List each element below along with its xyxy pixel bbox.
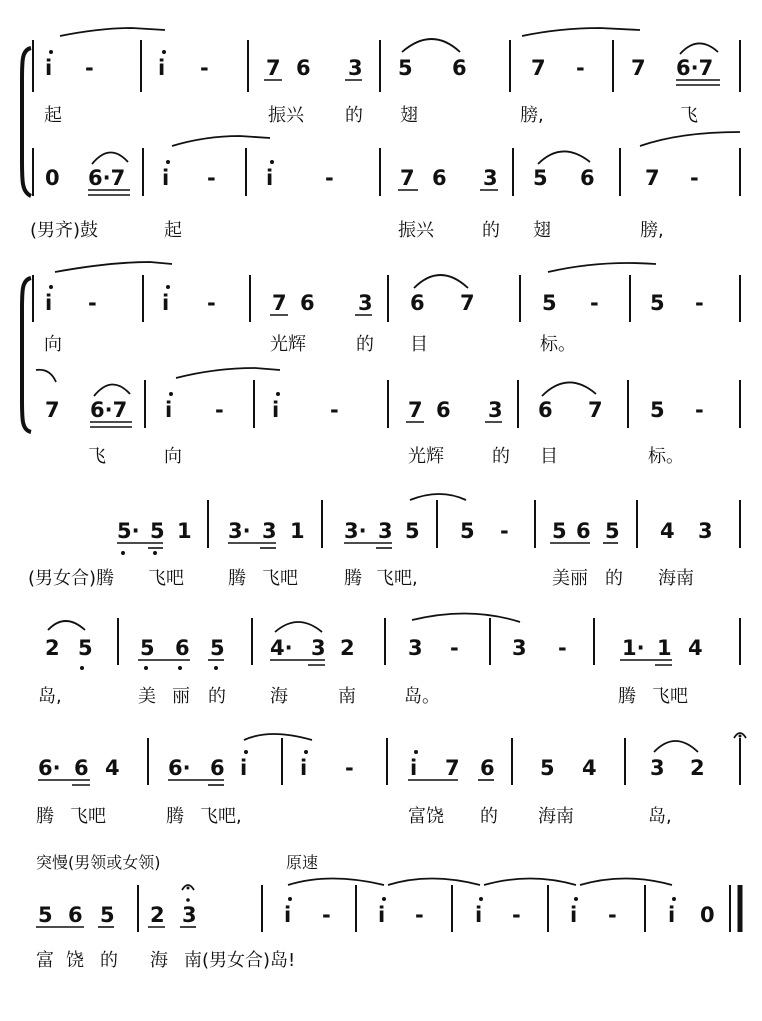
svg-text:3: 3 [512,636,527,660]
svg-text:美: 美 [138,686,156,707]
svg-text:-: - [558,636,567,660]
svg-text:i: i [162,291,170,315]
svg-text:7: 7 [531,56,546,80]
svg-text:6: 6 [410,291,425,315]
svg-text:5: 5 [533,166,548,190]
svg-text:-: - [590,291,599,315]
row-3-lyrics [44,334,576,355]
svg-text:7: 7 [645,166,660,190]
svg-text:-: - [450,636,459,660]
svg-text:1: 1 [290,519,305,543]
row-4 [36,368,740,428]
svg-text:5: 5 [405,519,420,543]
svg-text:i: i [475,903,483,927]
svg-text:2: 2 [45,636,60,660]
svg-text:丽: 丽 [172,686,190,707]
svg-text:-: - [207,291,216,315]
svg-text:膀,: 膀, [520,105,544,126]
svg-text:饶: 饶 [66,950,84,971]
svg-text:5: 5 [398,56,413,80]
svg-text:i: i [570,903,578,927]
svg-text:6·: 6· [168,756,191,780]
svg-text:海南: 海南 [538,806,574,827]
svg-text:6·7: 6·7 [88,166,126,190]
svg-text:标。: 标。 [540,334,576,355]
svg-text:2: 2 [690,756,705,780]
svg-text:5: 5 [100,903,115,927]
svg-text:3·: 3· [228,519,251,543]
svg-text:的: 的 [345,105,363,126]
row-4-lyrics [88,446,684,467]
svg-text:光辉: 光辉 [408,446,444,467]
system-brace-2 [22,278,31,432]
row-8 [36,879,740,933]
svg-text:振兴: 振兴 [398,220,434,241]
svg-text:6: 6 [576,519,591,543]
svg-text:腾: 腾 [344,568,362,589]
svg-text:5: 5 [542,291,557,315]
svg-text:美丽: 美丽 [552,568,588,589]
svg-text:5: 5 [78,636,93,660]
svg-text:向: 向 [164,446,182,467]
svg-text:海南: 海南 [658,568,694,589]
svg-text:-: - [608,903,617,927]
svg-text:-: - [88,291,97,315]
svg-text:5: 5 [540,756,555,780]
row-2-lyrics [30,220,664,241]
svg-text:i: i [240,756,248,780]
svg-text:飞: 飞 [680,105,698,126]
svg-text:4: 4 [688,636,703,660]
svg-text:0: 0 [45,166,60,190]
svg-text:6: 6 [210,756,225,780]
svg-text:6: 6 [436,398,451,422]
svg-text:i: i [162,166,170,190]
svg-text:i: i [668,903,676,927]
svg-text:腾: 腾 [36,806,54,827]
svg-text:5: 5 [210,636,225,660]
svg-text:飞吧: 飞吧 [262,568,298,589]
svg-text:7: 7 [272,291,287,315]
row-6-lyrics [38,685,688,707]
svg-text:i: i [410,756,418,780]
svg-text:海: 海 [150,950,168,971]
svg-text:3: 3 [483,166,498,190]
row-1-lyrics [44,105,698,126]
svg-text:的: 的 [605,568,623,589]
svg-text:飞吧,: 飞吧, [200,806,242,827]
svg-text:1: 1 [177,519,192,543]
svg-text:-: - [576,56,585,80]
svg-text:(男女合)腾: (男女合)腾 [28,568,115,589]
svg-text:i: i [272,398,280,422]
svg-text:6: 6 [175,636,190,660]
svg-text:-: - [695,291,704,315]
system-brace-1 [22,48,31,196]
svg-text:4·: 4· [270,636,293,660]
svg-text:2: 2 [150,903,165,927]
svg-text:岛,: 岛, [38,686,62,707]
svg-text:的: 的 [100,950,118,971]
row-1 [33,28,740,92]
svg-text:7: 7 [588,398,603,422]
svg-text:5·: 5· [117,519,140,543]
svg-text:的: 的 [356,334,374,355]
svg-text:3·: 3· [344,519,367,543]
svg-text:-: - [695,398,704,422]
svg-text:翅: 翅 [533,220,551,241]
svg-text:3: 3 [182,903,197,927]
svg-text:7: 7 [45,398,60,422]
svg-text:-: - [330,398,339,422]
svg-text:膀,: 膀, [640,220,664,241]
svg-text:向: 向 [44,334,62,355]
svg-text:的: 的 [492,446,510,467]
svg-text:5: 5 [650,291,665,315]
svg-text:富: 富 [36,950,54,971]
svg-text:(男齐)鼓: (男齐)鼓 [30,220,99,241]
svg-text:5: 5 [650,398,665,422]
svg-text:3: 3 [488,398,503,422]
svg-text:3: 3 [348,56,363,80]
svg-text:-: - [322,903,331,927]
svg-text:5: 5 [460,519,475,543]
svg-text:i: i [284,903,292,927]
svg-text:-: - [345,756,354,780]
svg-text:5: 5 [605,519,620,543]
svg-text:6: 6 [74,756,89,780]
svg-text:1: 1 [657,636,672,660]
svg-text:6·: 6· [38,756,61,780]
svg-text:起: 起 [44,105,62,126]
svg-text:7: 7 [460,291,475,315]
svg-text:3: 3 [378,519,393,543]
svg-text:飞吧,: 飞吧, [376,568,418,589]
svg-text:飞吧: 飞吧 [652,686,688,707]
svg-text:3: 3 [262,519,277,543]
svg-text:飞: 飞 [88,446,106,467]
svg-text:标。: 标。 [648,446,684,467]
svg-text:i: i [165,398,173,422]
svg-text:岛。: 岛。 [404,686,440,707]
svg-text:6·7: 6·7 [90,398,128,422]
svg-text:6: 6 [480,756,495,780]
svg-text:-: - [690,166,699,190]
slowdown-label: 突慢(男领或女领) [36,853,161,872]
svg-text:7: 7 [408,398,423,422]
svg-text:1·: 1· [622,636,645,660]
svg-text:6: 6 [300,291,315,315]
svg-text:的: 的 [482,220,500,241]
svg-text:6: 6 [296,56,311,80]
svg-text:5: 5 [150,519,165,543]
svg-text:i: i [266,166,274,190]
svg-text:-: - [207,166,216,190]
row-3 [33,262,740,322]
svg-text:飞吧: 飞吧 [148,568,184,589]
row-5 [117,494,740,555]
svg-text:5: 5 [140,636,155,660]
svg-text:南: 南 [338,686,356,707]
svg-text:-: - [415,903,424,927]
svg-text:的: 的 [480,806,498,827]
svg-text:振兴: 振兴 [268,105,304,126]
svg-text:4: 4 [105,756,120,780]
svg-text:-: - [85,56,94,80]
svg-text:岛,: 岛, [648,806,672,827]
svg-text:光辉: 光辉 [270,334,306,355]
svg-text:目: 目 [410,334,428,355]
svg-text:起: 起 [164,220,182,241]
svg-text:-: - [200,56,209,80]
svg-text:6: 6 [68,903,83,927]
svg-text:i: i [45,291,53,315]
svg-text:3: 3 [358,291,373,315]
row-7 [38,733,746,785]
svg-text:3: 3 [311,636,326,660]
svg-text:7: 7 [400,166,415,190]
svg-text:6·7: 6·7 [676,56,714,80]
row-7-lyrics [36,805,672,827]
svg-text:-: - [325,166,334,190]
svg-text:的: 的 [208,686,226,707]
svg-text:腾: 腾 [166,806,184,827]
svg-text:飞吧: 飞吧 [70,806,106,827]
svg-text:5: 5 [38,903,53,927]
svg-text:6: 6 [452,56,467,80]
svg-text:0: 0 [700,903,715,927]
row-5-lyrics [28,567,694,589]
svg-text:i: i [378,903,386,927]
svg-text:翅: 翅 [400,105,418,126]
svg-text:i: i [158,56,166,80]
svg-text:4: 4 [582,756,597,780]
svg-text:3: 3 [650,756,665,780]
svg-text:7: 7 [445,756,460,780]
svg-text:目: 目 [540,446,558,467]
svg-text:-: - [512,903,521,927]
svg-text:7: 7 [631,56,646,80]
svg-text:腾: 腾 [618,686,636,707]
row-2 [33,132,740,196]
tempo-label: 原速 [286,853,319,872]
svg-text:i: i [45,56,53,80]
svg-text:-: - [500,519,509,543]
svg-text:7: 7 [266,56,281,80]
svg-text:南(男女合)岛!: 南(男女合)岛! [184,950,296,971]
row-8-lyrics [36,949,295,971]
svg-text:富饶: 富饶 [408,806,444,827]
svg-text:6: 6 [538,398,553,422]
svg-text:5: 5 [552,519,567,543]
svg-text:3: 3 [408,636,423,660]
svg-text:6: 6 [432,166,447,190]
svg-text:海: 海 [270,686,288,707]
svg-text:3: 3 [698,519,713,543]
svg-text:4: 4 [660,519,675,543]
svg-text:-: - [215,398,224,422]
svg-text:2: 2 [340,636,355,660]
row-6 [45,613,740,670]
svg-text:i: i [300,756,308,780]
svg-text:6: 6 [580,166,595,190]
svg-text:腾: 腾 [228,568,246,589]
